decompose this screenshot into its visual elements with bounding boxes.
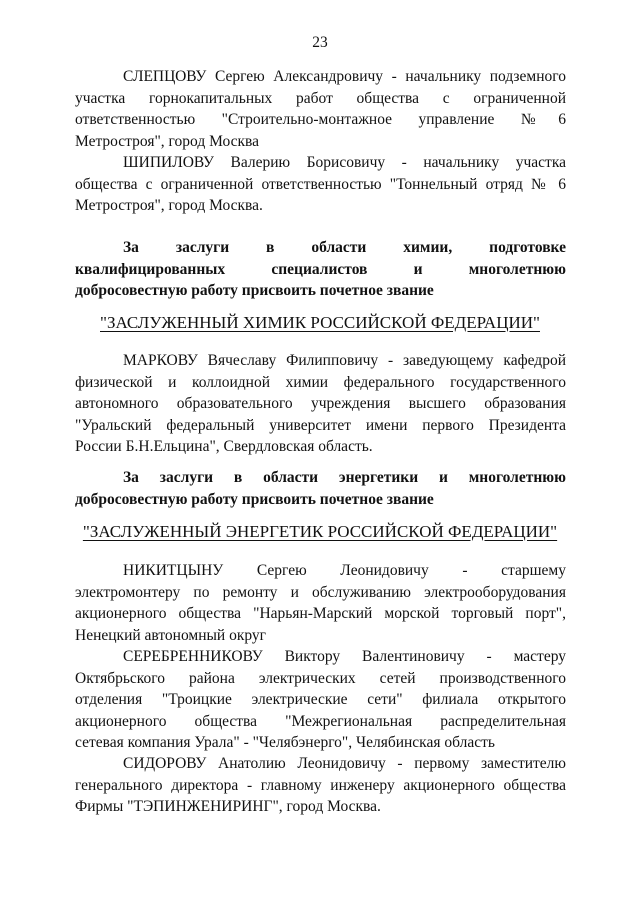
decree-line: добросовестную работу присвоить почетное звание bbox=[75, 282, 434, 299]
award-entry-sidorov bbox=[75, 753, 566, 818]
award-entry-shipilov bbox=[75, 152, 566, 217]
decree-line: За заслуги в области химии, подготовке bbox=[123, 239, 566, 256]
decree-line: За заслуги в области энергетики и многолетнюю bbox=[123, 469, 566, 486]
entry-line: СИДОРОВУ Анатолию Леонидовичу - первому заместителю bbox=[123, 755, 566, 772]
entry-line: физической и коллоидной химии федерального государственного bbox=[75, 373, 566, 391]
entry-line: ШИПИЛОВУ Валерию Борисовичу - начальнику участка bbox=[123, 154, 566, 171]
entry-line: СЕРЕБРЕННИКОВУ Виктору Валентиновичу - мастеру bbox=[123, 648, 566, 665]
entry-line: отделения "Троицкие электрические сети" филиала открытого bbox=[75, 691, 566, 708]
decree-line: квалифицированных специалистов и многолетнюю bbox=[75, 260, 566, 278]
entry-line: участка горнокапитальных работ общества с ограниченной bbox=[75, 89, 566, 107]
entry-line: Метростроя", город Москва bbox=[75, 132, 260, 150]
page-number: 23 bbox=[312, 34, 328, 51]
entry-line: электромонтеру по ремонту и обслуживанию электрооборудования bbox=[75, 583, 566, 601]
honorary-title-text: "ЗАСЛУЖЕННЫЙ ХИМИК РОССИЙСКОЙ ФЕДЕРАЦИИ" bbox=[100, 313, 540, 332]
entry-line: сетевая компания Урала" - "Челябэнерго", Челябинская область bbox=[75, 734, 495, 751]
decree-text-energy bbox=[75, 467, 566, 510]
award-entry-markov bbox=[75, 350, 566, 458]
award-entry-serebrennikov bbox=[75, 646, 566, 754]
entry-line: СЛЕПЦОВУ Сергею Александровичу - начальнику подземного bbox=[123, 68, 566, 85]
entry-line: "Уральский федеральный университет имени первого Президента bbox=[75, 416, 566, 434]
entry-line: России Б.Н.Ельцина", Свердловская область. bbox=[75, 438, 373, 455]
entry-line: автономного образовательного учреждения высшего образования bbox=[75, 395, 566, 412]
honorary-title-energetic bbox=[0, 521, 640, 543]
decree-text-chemistry bbox=[75, 237, 566, 302]
honorary-title-text: "ЗАСЛУЖЕННЫЙ ЭНЕРГЕТИК РОССИЙСКОЙ ФЕДЕРАЦИИ" bbox=[82, 522, 558, 541]
entry-line: МАРКОВУ Вячеславу Филипповичу - заведующему кафедрой bbox=[123, 352, 566, 369]
award-entry-nikittsyn bbox=[75, 560, 566, 646]
decree-line: добросовестную работу присвоить почетное звание bbox=[75, 490, 434, 508]
entry-line: НИКИТЦЫНУ Сергею Леонидовичу - старшему bbox=[123, 562, 566, 579]
award-entry-sleptsov bbox=[75, 66, 566, 152]
honorary-title-chemist bbox=[0, 312, 640, 334]
entry-line: Октябрьского района электрических сетей производственного bbox=[75, 669, 566, 687]
entry-line: общества с ограниченной ответственностью "Тоннельный отряд № 6 bbox=[75, 175, 566, 193]
entry-line: Метростроя", город Москва. bbox=[75, 197, 263, 214]
entry-line: Ненецкий автономный округ bbox=[75, 626, 267, 644]
entry-line: генерального директора - главному инженеру акционерного общества bbox=[75, 776, 566, 794]
entry-line: акционерного общества "Нарьян-Марский морской торговый порт", bbox=[75, 605, 566, 622]
entry-line: ответственностью "Строительно-монтажное управление №6 bbox=[75, 111, 566, 128]
entry-line: Фирмы "ТЭПИНЖЕНИРИНГ", город Москва. bbox=[75, 798, 381, 815]
entry-line: акционерного общества "Межрегиональная распределительная bbox=[75, 712, 566, 730]
